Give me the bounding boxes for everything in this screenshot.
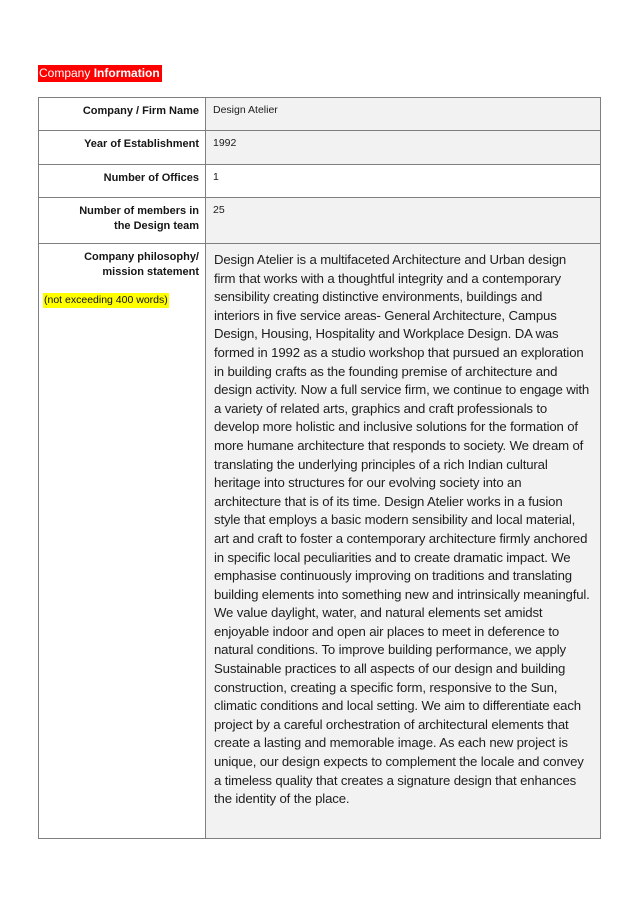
row-label-offices: Number of Offices <box>39 165 206 198</box>
row-label-year: Year of Establishment <box>39 131 206 165</box>
table-row-firm-name <box>39 98 601 131</box>
row-label-philosophy <box>39 244 206 839</box>
label-line-1: Number of members in <box>79 205 199 217</box>
heading-text-bold: Information <box>93 66 160 80</box>
red-highlight <box>38 65 162 82</box>
yellow-highlight: (not exceeding 400 words) <box>44 293 168 306</box>
row-value-team-members: 25 <box>206 198 601 244</box>
label-line-1: Company philosophy/ <box>84 251 199 263</box>
table-row-year <box>39 131 601 165</box>
row-value-year: 1992 <box>206 131 601 165</box>
company-information-heading <box>38 66 162 81</box>
row-value-offices: 1 <box>206 165 601 198</box>
table-row-offices <box>39 165 601 198</box>
heading-text-regular: Company <box>39 66 94 80</box>
label-line-2: mission statement <box>102 265 199 278</box>
row-value-philosophy <box>206 244 601 839</box>
row-value-firm-name: Design Atelier <box>206 98 601 131</box>
word-limit-note <box>43 293 199 307</box>
table-row-philosophy <box>39 244 601 839</box>
philosophy-text: Design Atelier is a multifaceted Architecture and Urban design firm that works with a thoughtful integrity and a contemporary sensibility creating distinctive environments, buildings and interiors in five service areas- General Architecture, Campus Design, Housing, Hospitality and Workplace Design. DA was formed in 1992 as a studio workshop that pursued an exploration in building crafts as the founding premise of architecture and design activity. Now a full service firm, we continue to engage with a variety of related arts, graphics and craft professionals to develop more holistic and inclusive solutions for the formation of more humane architecture that responds to society. We dream of translating the underlying principles of a rich Indian cultural heritage into structures for our evolving society into an architecture that is of its time. Design Atelier works in a fusion style that employs a basic modern sensibility and local material, art and craft to foster a contemporary architecture firmly anchored in specific local peculiarities and to create dramatic impact. We emphasise continuously improving on traditions and translating building elements into something new and intrinsically meaningful. We value daylight, water, and natural elements set amidst enjoyable indoor and open air places to meet in deference to natural conditions. To improve building performance, we apply Sustainable practices to all aspects of our design and building construction, creating a specific form, responsive to the Sun, climatic conditions and local setting. We aim to differentiate each project by a careful orchestration of architectural elements that create a lasting and memorable image. As each new project is unique, our design expects to complement the locale and convey a timeless quality that creates a signature design that enhances the identity of the place. <box>214 252 590 807</box>
company-info-table <box>38 97 601 839</box>
row-label-firm-name: Company / Firm Name <box>39 98 206 131</box>
table-row-team-members <box>39 198 601 244</box>
row-label-team-members <box>39 198 206 244</box>
label-line-2: the Design team <box>114 219 199 232</box>
